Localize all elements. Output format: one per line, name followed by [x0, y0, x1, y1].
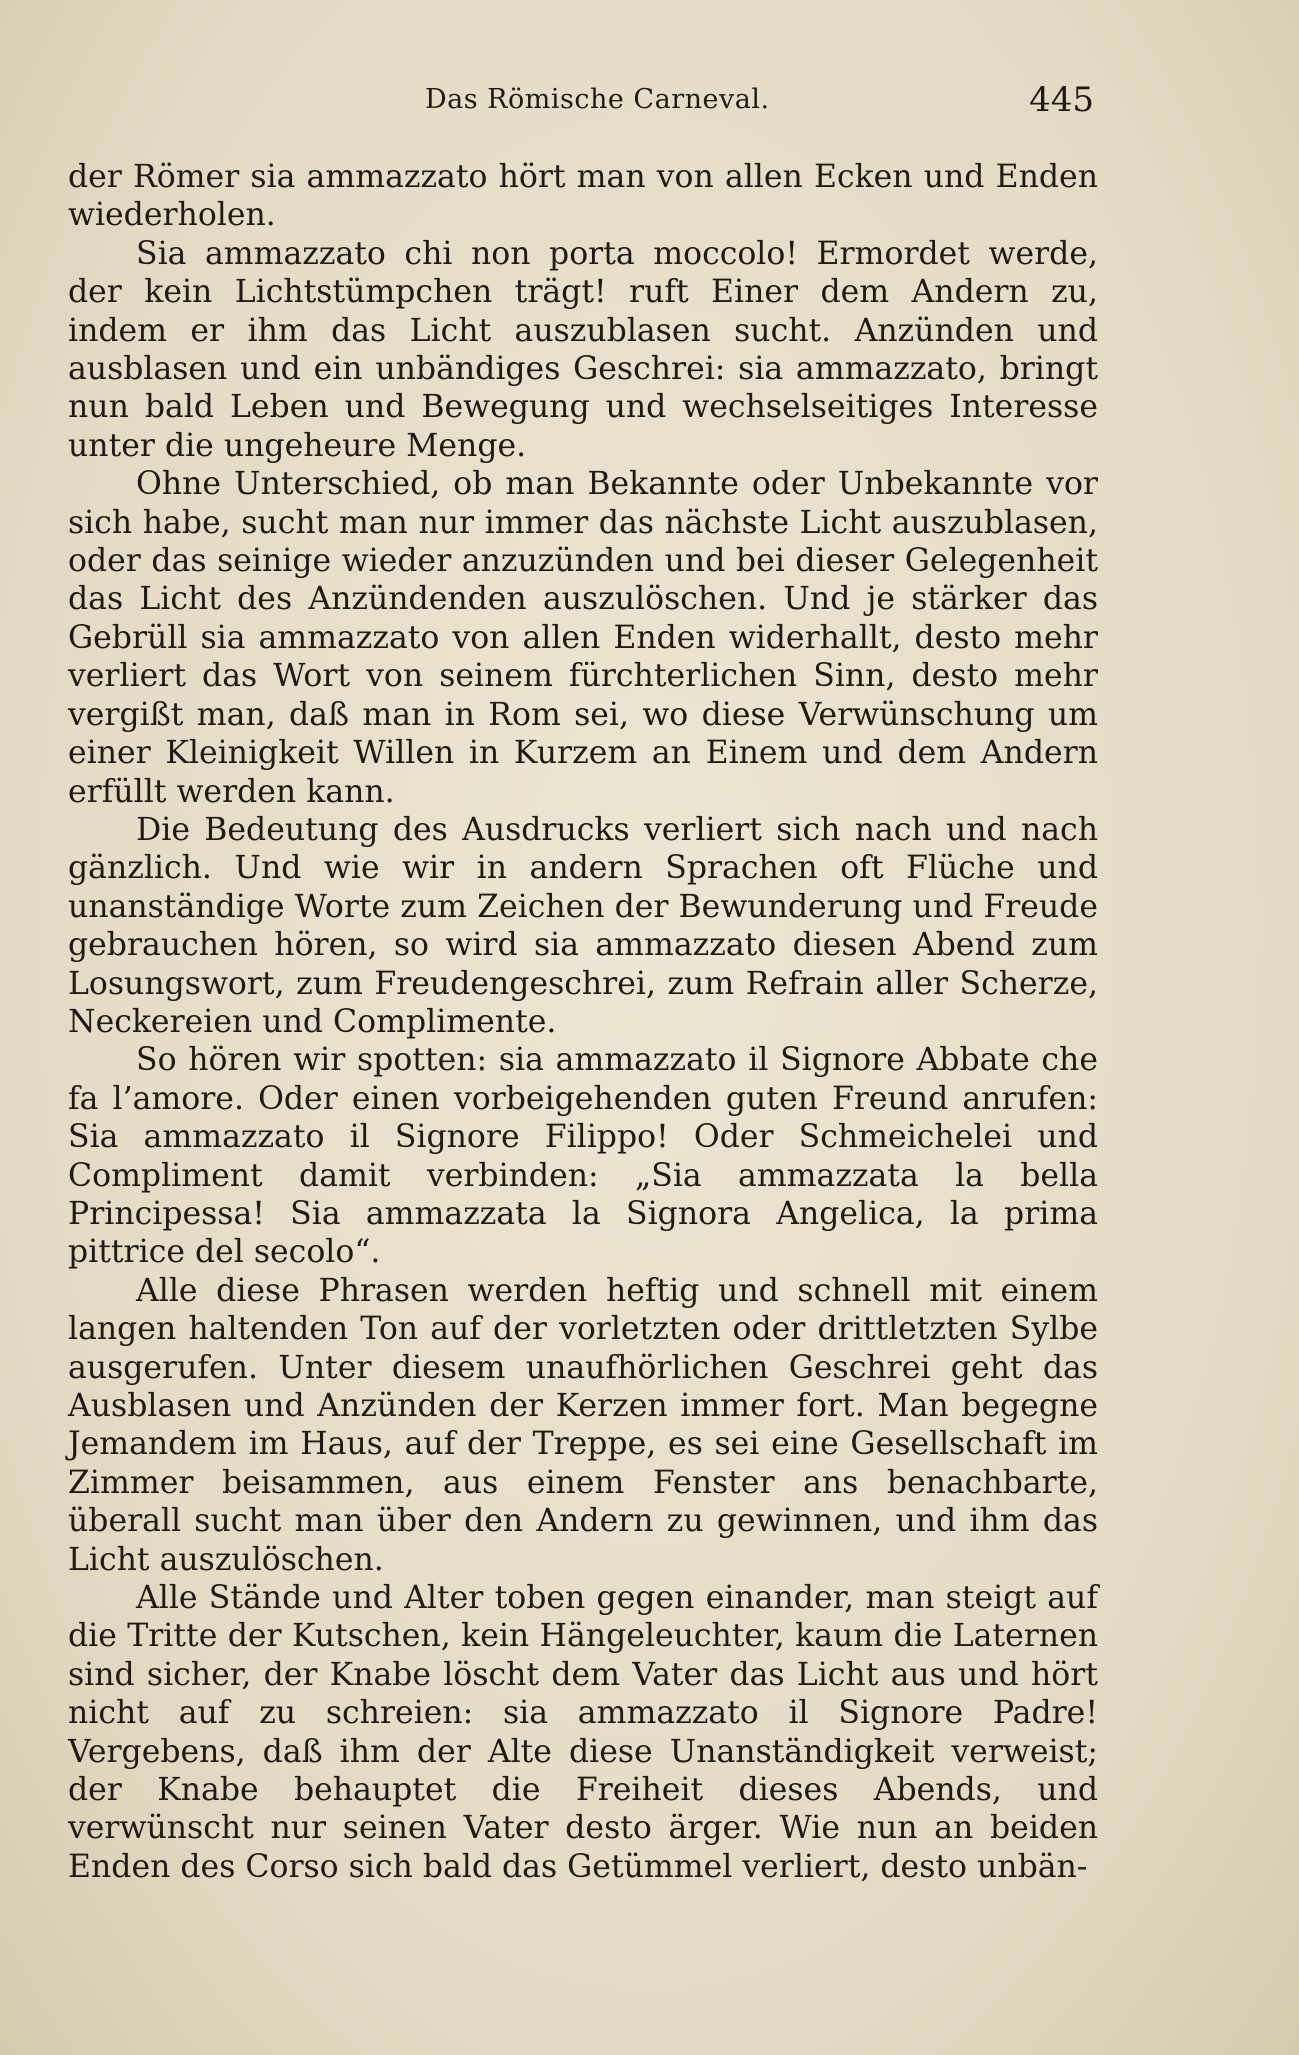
page-number: 445 [1029, 80, 1094, 120]
body-text [68, 158, 1098, 1886]
paragraph: der Römer sia ammazzato hört man von allen Ecken und Enden wiederholen. [68, 159, 1098, 234]
paragraph: Alle Stände und Alter toben gegen einander, man steigt auf die Tritte der Kutschen, kein Hängeleuchter, kaum die Laternen sind sicher, der Knabe löscht dem Vater das Licht aus und hört nicht auf zu schreien: sia ammazzato il Signore Padre! Vergebens, daß ihm der Alte diese Unanständigkeit verweist; der Knabe behauptet die Freiheit dieses Abends, und verwünscht nur seinen Vater desto ärger. Wie nun an beiden Enden des Corso sich bald das Getümmel verliert, desto unbän- [68, 1580, 1098, 1885]
paragraph: Ohne Unterschied, ob man Bekannte oder Unbekannte vor sich habe, sucht man nur immer das nächste Licht auszublasen, oder das seinige wieder anzuzünden und bei dieser Gelegenheit das Licht des Anzündenden auszulöschen. Und je stärker das Gebrüll sia ammazzato von allen Enden widerhallt, desto mehr verliert das Wort von seinem fürchterlichen Sinn, desto mehr vergißt man, daß man in Rom sei, wo diese Verwünschung um einer Kleinigkeit Willen in Kurzem an Einem und dem Andern erfüllt werden kann. [68, 466, 1098, 810]
paragraph: So hören wir spotten: sia ammazzato il Signore Abbate che fa l’amore. Oder einen vorbeigehenden guten Freund anrufen: Sia ammazzato il Signore Filippo! Oder Schmeichelei und Compliment damit verbinden: „Sia ammazzata la bella Principessa! Sia ammazzata la Signora Angelica, la prima pittrice del secolo“. [68, 1042, 1098, 1271]
running-title: Das Römische Carneval. [425, 84, 770, 115]
paragraph: Alle diese Phrasen werden heftig und schnell mit einem langen haltenden Ton auf der vorletzten oder drittletzten Sylbe ausgerufen. Unter diesem unaufhörlichen Geschrei geht das Ausblasen und Anzünden der Kerzen immer fort. Man begegne Jemandem im Haus, auf der Treppe, es sei eine Gesellschaft im Zimmer beisammen, aus einem Fenster ans benachbarte, überall sucht man über den Andern zu gewinnen, und ihm das Licht auszulöschen. [68, 1272, 1098, 1578]
paragraph: Sia ammazzato chi non porta moccolo! Ermordet werde, der kein Lichtstümpchen trägt! ruft Einer dem Andern zu, indem er ihm das Licht auszublasen sucht. Anzünden und ausblasen und ein unbändiges Geschrei: sia ammazzato, bringt nun bald Leben und Bewegung und wechselseitiges Interesse unter die ungeheure Menge. [68, 235, 1098, 464]
page-header [0, 80, 1299, 134]
paragraph: Die Bedeutung des Ausdrucks verliert sich nach und nach gänzlich. Und wie wir in andern Sprachen oft Flüche und unanständige Worte zum Zeichen der Bewunderung und Freude gebrauchen hören, so wird sia ammazzato diesen Abend zum Losungswort, zum Freudengeschrei, zum Refrain aller Scherze, Neckereien und Complimente. [68, 811, 1098, 1040]
